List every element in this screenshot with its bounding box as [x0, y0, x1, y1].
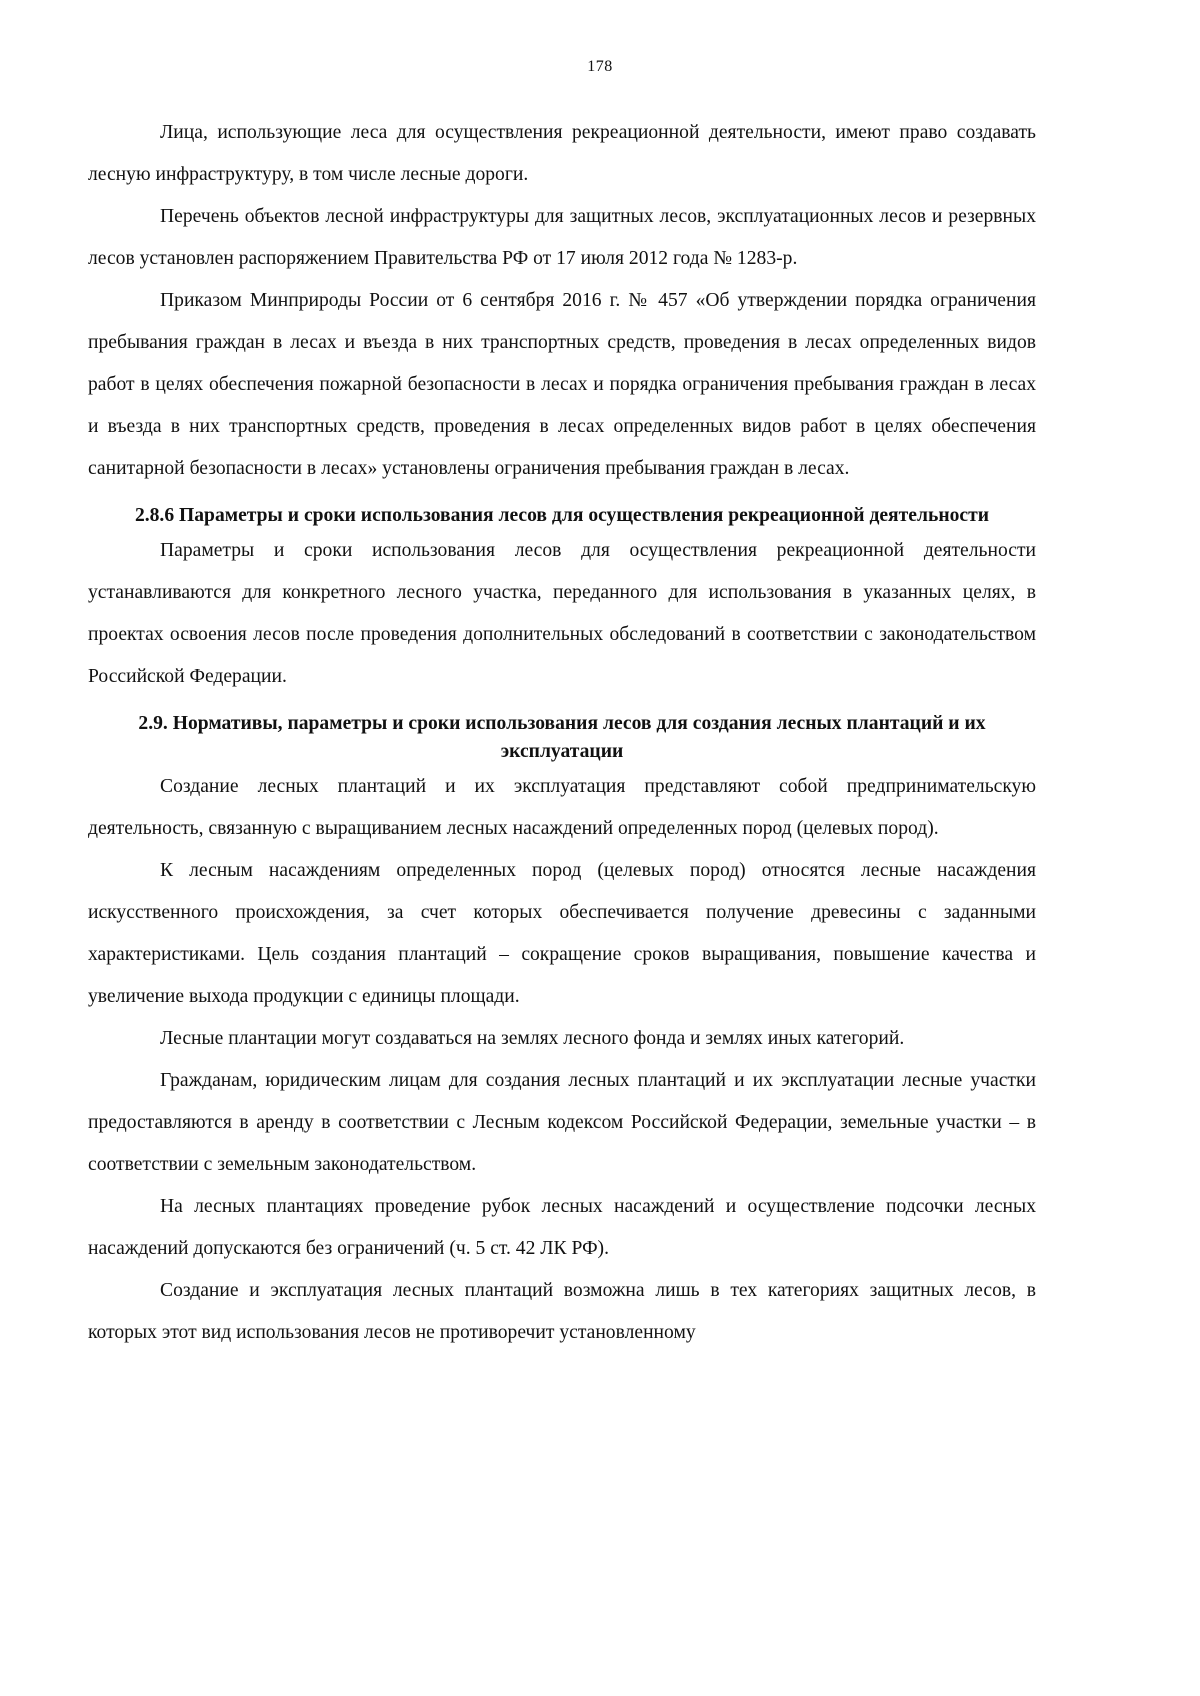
paragraph-infrastructure-list: Перечень объектов лесной инфраструктуры для защитных лесов, эксплуатационных лесов и резервных лесов установлен распоряжением Правительства РФ от 17 июля 2012 года № 1283-р. — [88, 206, 1036, 269]
paragraph-target-species: К лесным насаждениям определенных пород (целевых пород) относятся лесные насаждения искусственного происхождения, за счет которых обеспечивается получение древесины с заданными характеристиками. Цель создания плантаций – сокращение сроков выращивания, повышение качества и увеличение выхода продукции с единицы площади. — [88, 860, 1036, 1007]
section-heading-2-8-6: 2.8.6 Параметры и сроки использования лесов для осуществления рекреационной деятельности — [134, 505, 990, 526]
paragraph-plantation-lands: Лесные плантации могут создаваться на землях лесного фонда и землях иных категорий. — [160, 1028, 905, 1049]
paragraph-recreation-parameters: Параметры и сроки использования лесов для осуществления рекреационной деятельности устанавливаются для конкретного лесного участка, переданного для использования в указанных целях, в проектах освоения лесов после проведения дополнительных обследований в соответствии с законодательством Российской Федерации. — [88, 540, 1036, 687]
paragraph-plantations-business: Создание лесных плантаций и их эксплуатация представляют собой предпринимательскую деятельность, связанную с выращиванием лесных насаждений определенных пород (целевых пород). — [88, 776, 1036, 839]
paragraph-recreation-infrastructure: Лица, использующие леса для осуществления рекреационной деятельности, имеют право создавать лесную инфраструктуру, в том числе лесные дороги. — [88, 122, 1036, 185]
paragraph-lease-provision: Гражданам, юридическим лицам для создания лесных плантаций и их эксплуатации лесные участки предоставляются в аренду в соответствии с Лесным кодексом Российской Федерации, земельные участки – в соответствии с земельным законодательством. — [88, 1070, 1036, 1175]
page-number: 178 — [587, 58, 613, 75]
page-body — [88, 112, 1036, 1354]
paragraph-protective-forests: Создание и эксплуатация лесных плантаций возможна лишь в тех категориях защитных лесов, в которых этот вид использования лесов не противоречит установленному — [88, 1280, 1036, 1343]
section-heading-2-9: 2.9. Нормативы, параметры и сроки использования лесов для создания лесных плантаций и их эксплуатации — [138, 713, 986, 762]
paragraph-minprirody-order: Приказом Минприроды России от 6 сентября 2016 г. № 457 «Об утверждении порядка ограничения пребывания граждан в лесах и въезда в них транспортных средств, проведения в лесах определенных видов работ в целях обеспечения пожарной безопасности в лесах и порядка ограничения пребывания граждан в лесах и въезда в них транспортных средств, проведения в лесах определенных видов работ в целях обеспечения санитарной безопасности в лесах» установлены ограничения пребывания граждан в лесах. — [88, 290, 1036, 479]
paragraph-felling-tapping: На лесных плантациях проведение рубок лесных насаждений и осуществление подсочки лесных насаждений допускаются без ограничений (ч. 5 ст. 42 ЛК РФ). — [88, 1196, 1036, 1259]
